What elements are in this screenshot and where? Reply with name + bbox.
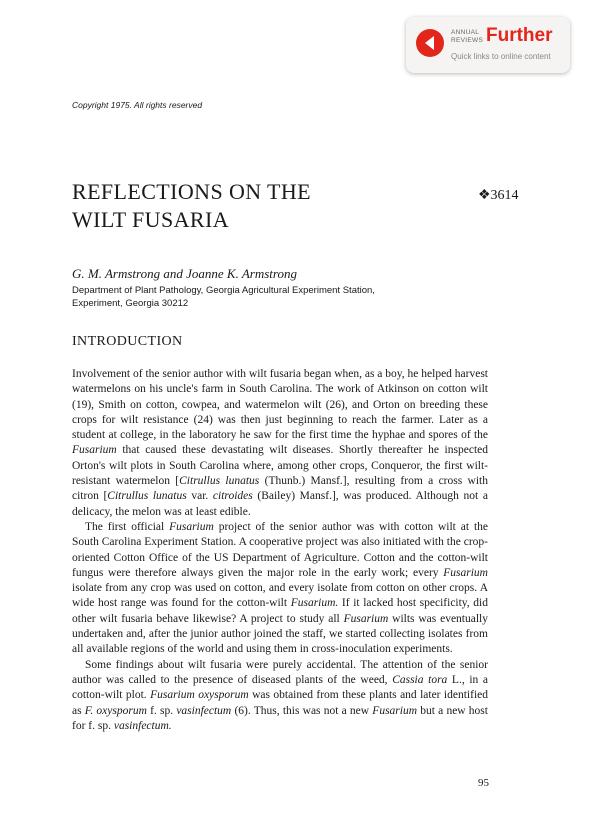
affiliation	[72, 284, 375, 310]
text-run: var.	[186, 490, 213, 503]
italic-run: citroides	[212, 490, 253, 503]
text-run: (Bailey) Mansf.], was produced. Although not a delicacy, the melon was at least edible.	[72, 490, 488, 518]
italic-run: Fusarium	[169, 520, 214, 533]
text-run: Involvement of the senior author with wilt fusaria began when, as a boy, he helped harvest watermelons on his uncle's farm in South Carolina. The work of Atkinson on cotton wilt (19), Smith on cotton, cowpea, and watermelon wilt (26), and Orton on breeding these crops for wilt resistance (24) was then just beginning to reach the farmer. Later as a student at college, in the laboratory he saw for the first time the hyphae and spores of the	[72, 368, 489, 442]
text-run: was obtained from these plants and later identified as	[72, 689, 488, 717]
italic-run: Fusarium.	[290, 597, 339, 610]
italic-run: Citrullus lunatus	[179, 475, 260, 488]
italic-run: Fusarium	[72, 444, 117, 457]
badge-reviews-text: REVIEWS	[451, 36, 484, 44]
page-number: 95	[478, 777, 489, 789]
italic-run: Citrullus lunatus	[107, 490, 187, 503]
text-run: (Thunb.) Mansf.], resulting from a cross with citron [	[72, 475, 488, 503]
further-badge[interactable]	[406, 17, 570, 73]
body-text	[72, 367, 488, 734]
italic-run: vasinfectum.	[113, 719, 172, 732]
title-line-1: REFLECTIONS ON THE	[72, 179, 312, 204]
annual-reviews-logo-icon	[416, 29, 444, 57]
affiliation-line-1: Department of Plant Pathology, Georgia Agricultural Experiment Station,	[72, 285, 375, 296]
text-run: wilts was eventually undertaken and, after the junior author joined the staff, we started collecting isolates from all available regions of the world and using them in cross-inoculation experiments.	[72, 612, 488, 656]
badge-quick-links-label: Quick links to online content	[451, 52, 551, 61]
italic-run: Fusarium	[372, 704, 418, 717]
italic-run: Fusarium	[443, 566, 488, 579]
text-run: If it lacked host specificity, did other wilt fusaria behave likewise? A project to study all	[72, 597, 489, 625]
italic-run: F. oxysporum	[84, 704, 147, 717]
badge-annual-text: ANNUAL	[451, 29, 480, 36]
text-run: but a new host for f. sp.	[72, 704, 488, 732]
section-heading: INTRODUCTION	[72, 334, 183, 349]
text-run: The first official	[85, 520, 170, 533]
text-run: project of the senior author was with cotton wilt at the South Carolina Experiment Station. A cooperative project was also initiated with the crop-oriented Cotton Office of the US Department of Agriculture. Cotton and the cotton-wilt fungus were therefore always given the major role in the early work; every	[72, 520, 488, 579]
paragraph	[72, 520, 488, 658]
paragraph	[72, 367, 488, 520]
text-run: that caused these devastating wilt diseases. Shortly thereafter he inspected Orton's wilt plots in South Carolina where, among other crops, Conqueror, the first wilt-resistant watermelon [	[72, 444, 488, 488]
paragraph	[72, 658, 488, 734]
italic-run: Fusarium	[343, 612, 389, 625]
title-line-2: WILT FUSARIA	[72, 207, 229, 232]
italic-run: Fusarium oxysporum	[150, 689, 249, 702]
italic-run: Cassia tora	[392, 673, 448, 686]
text-run: (6). Thus, this was not a new	[231, 704, 373, 717]
badge-further-label: Further	[486, 25, 553, 46]
badge-annual-reviews-label	[451, 29, 483, 44]
affiliation-line-2: Experiment, Georgia 30212	[72, 298, 189, 309]
authors: G. M. Armstrong and Joanne K. Armstrong	[72, 266, 297, 281]
italic-run: vasinfectum	[176, 704, 232, 717]
text-run: Some findings about wilt fusaria were purely accidental. The attention of the senior author was called to the presence of diseased plants of the weed,	[72, 658, 488, 686]
article-code: ❖3614	[478, 188, 519, 203]
copyright-notice: Copyright 1975. All rights reserved	[72, 100, 203, 110]
text-run: L., in a cotton-wilt plot.	[72, 673, 488, 702]
article-title	[72, 178, 311, 234]
text-run: isolate from any crop was used on cotton, and every isolate from cotton on other crops. A wide host range was found for the cotton-wilt	[72, 582, 488, 610]
text-run: f. sp.	[146, 704, 177, 717]
